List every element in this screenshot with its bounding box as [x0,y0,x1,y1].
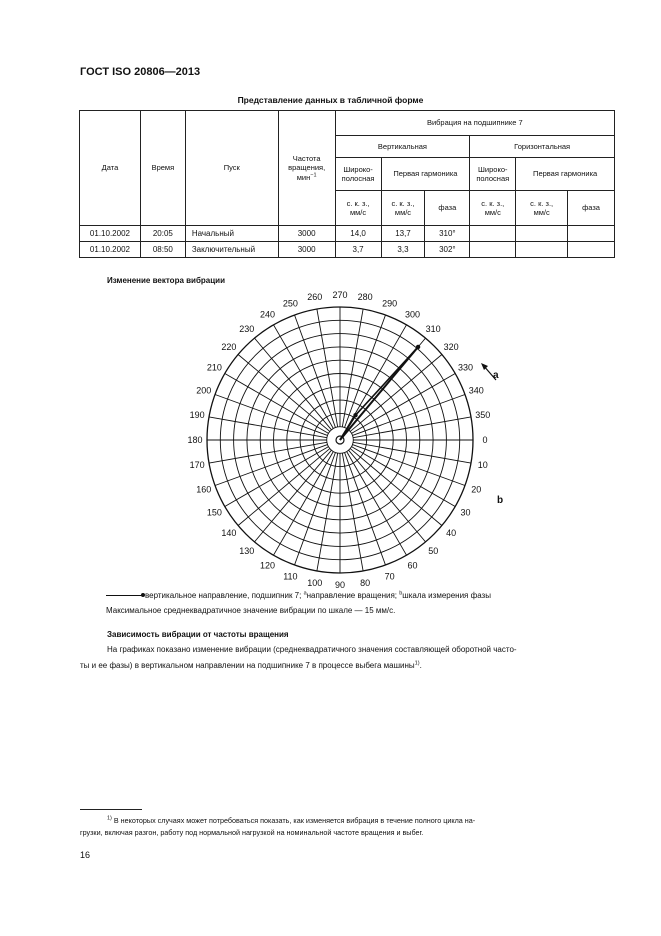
polar-angle-label: 20 [471,484,482,495]
wideband-text-1: Широко- [478,164,508,174]
table-caption: Представление данных в табличной форме [237,95,424,105]
cell-h-wide [470,242,516,258]
legend-text-1: вертикальное направление, подшипник 7; [145,591,304,600]
legend-text-1c: шкала измерения фазы [402,591,491,600]
wideband-text-1: Широко- [343,164,373,174]
speed-unit-sup: −1 [310,172,317,179]
polar-angle-label: 240 [259,309,276,320]
polar-spoke [209,417,327,438]
polar-legend [106,588,616,618]
annotation-a: a [493,370,499,381]
cell-speed: 3000 [278,226,335,242]
polar-angle-label: 60 [407,560,418,571]
header-h-wide-rms [470,191,516,226]
polar-heading: Изменение вектора вибрации [107,276,225,285]
rms-text-1: с. к. з., [346,198,370,208]
polar-angle-label: 70 [384,571,395,582]
polar-angle-label: 120 [259,560,276,571]
cell-v-phase: 302° [425,242,470,258]
header-time: Время [140,111,185,226]
para-end: . [419,661,422,670]
section-paragraph-line-2 [80,658,615,673]
header-v-wide-rms [335,191,381,226]
para-text: ты и ее фазы) в вертикальном направлении на подшипнике 7 в процессе выбега машины [80,661,415,670]
section-heading: Зависимость вибрации от частоты вращения [107,630,289,639]
polar-angle-label: 160 [196,484,212,495]
rms-text-2: мм/с [349,208,367,217]
polar-angle-label: 310 [425,323,441,334]
rms-text-1: с. к. з., [391,198,415,208]
header-date: Дата [80,111,141,226]
polar-angle-label: 10 [477,460,488,471]
polar-angle-label: 40 [446,528,457,539]
legend-sup-a: a [303,590,307,597]
cell-date: 01.10.2002 [80,242,141,258]
polar-spoke [209,442,327,463]
page-number: 16 [80,850,91,860]
rms-text-1: с. к. з., [530,198,554,208]
cell-v-phase: 310° [425,226,470,242]
footnote [80,815,615,838]
polar-spoke [353,417,471,438]
polar-angle-label: 330 [458,362,474,373]
polar-angle-label: 350 [475,409,491,420]
polar-angle-label: 140 [221,528,237,539]
polar-angle-label: 110 [283,571,298,582]
polar-angle-label: 100 [307,577,323,588]
cell-h-phase [568,226,615,242]
polar-angle-label: 80 [360,577,371,588]
header-v-harmonic: Первая гармоника [381,158,470,191]
cell-start: Заключительный [185,242,278,258]
cell-h-phase [568,242,615,258]
polar-angle-label: 30 [460,507,471,518]
polar-chart [180,290,510,590]
polar-angle-label: 280 [357,292,373,303]
polar-angle-label: 90 [334,580,346,590]
rms-text-2: мм/с [394,208,412,217]
header-h-phase: фаза [568,191,615,226]
header-v-phase: фаза [425,191,470,226]
rms-text-2: мм/с [484,208,501,217]
header-start: Пуск [185,111,278,226]
rms-text-2: мм/с [533,208,550,217]
header-horizontal: Горизонтальная [470,136,615,158]
speed-unit: мин [296,172,311,182]
header-h-h1-rms [516,191,568,226]
polar-angle-label: 150 [206,507,222,518]
polar-angle-label: 0 [482,435,488,445]
cell-h-wide [470,226,516,242]
polar-angle-label: 210 [206,362,222,373]
cell-date: 01.10.2002 [80,226,141,242]
polar-angle-label: 170 [189,460,205,471]
polar-angle-label: 190 [189,409,205,420]
wideband-text-2: полосная [476,174,510,183]
data-table [79,110,615,258]
cell-v-wide: 14,0 [335,226,381,242]
cell-v-h1: 13,7 [381,226,425,242]
vector-trace [356,347,419,415]
header-v-h1-rms [381,191,425,226]
cell-speed: 3000 [278,242,335,258]
polar-angle-label: 290 [382,298,398,309]
header-h-wideband [470,158,516,191]
polar-angle-label: 230 [239,323,255,334]
footnote-mark: 1) [107,815,112,822]
polar-angle-label: 50 [428,546,439,557]
cell-h-h1 [516,226,568,242]
rms-text-1: с. к. з., [481,198,505,208]
cell-time: 20:05 [140,226,185,242]
wideband-text-2: полосная [341,174,375,183]
cell-v-wide: 3,7 [335,242,381,258]
legend-text-1b: направление вращения; [306,591,400,600]
cell-v-h1: 3,3 [381,242,425,258]
cell-h-h1 [516,242,568,258]
polar-angle-label: 220 [221,341,237,352]
para-footnote-ref: 1) [414,660,420,667]
table-row [80,242,615,258]
polar-angle-label: 200 [196,385,212,396]
polar-angle-label: 180 [187,435,203,445]
legend-text-2: Максимальное среднеквадратичное значение вибрации по шкале — 15 мм/с. [106,606,396,615]
polar-angle-label: 260 [307,292,323,303]
polar-spoke [317,309,338,427]
speed-label-2: вращения, [288,163,326,173]
polar-spoke [353,442,471,463]
polar-angle-label: 250 [282,298,298,309]
header-vibration: Вибрация на подшипнике 7 [335,111,614,136]
document-header: ГОСТ ISO 20806—2013 [80,66,201,78]
header-speed [278,111,335,226]
footnote-line-1: В некоторых случаях может потребоваться показать, как изменяется вибрация в течение полного цикла на- [111,816,476,825]
header-vertical: Вертикальная [335,136,470,158]
polar-angle-label: 320 [443,341,459,352]
footnote-divider [80,809,142,810]
polar-spoke [342,453,363,571]
cell-start: Начальный [185,226,278,242]
footnote-line-2: грузки, включая разгон, работу под нормальной нагрузкой на номинальной частоте вращения и выбег. [80,827,424,837]
legend-line-sample [106,595,144,596]
polar-angle-label: 340 [468,385,484,396]
section-paragraph-line-1: На графиках показано изменение вибрации (среднеквадратичного значения составляющей оборотной часто- [107,645,517,654]
polar-angle-label: 270 [332,290,348,300]
speed-label-1: Частота [292,153,321,163]
table-row [80,226,615,242]
header-h-harmonic: Первая гармоника [516,158,615,191]
cell-time: 08:50 [140,242,185,258]
polar-spoke [317,453,338,571]
header-v-wideband [335,158,381,191]
polar-angle-label: 300 [404,309,421,320]
legend-sup-b: b [399,590,403,597]
annotation-b: b [497,495,504,506]
polar-angle-label: 130 [239,546,255,557]
